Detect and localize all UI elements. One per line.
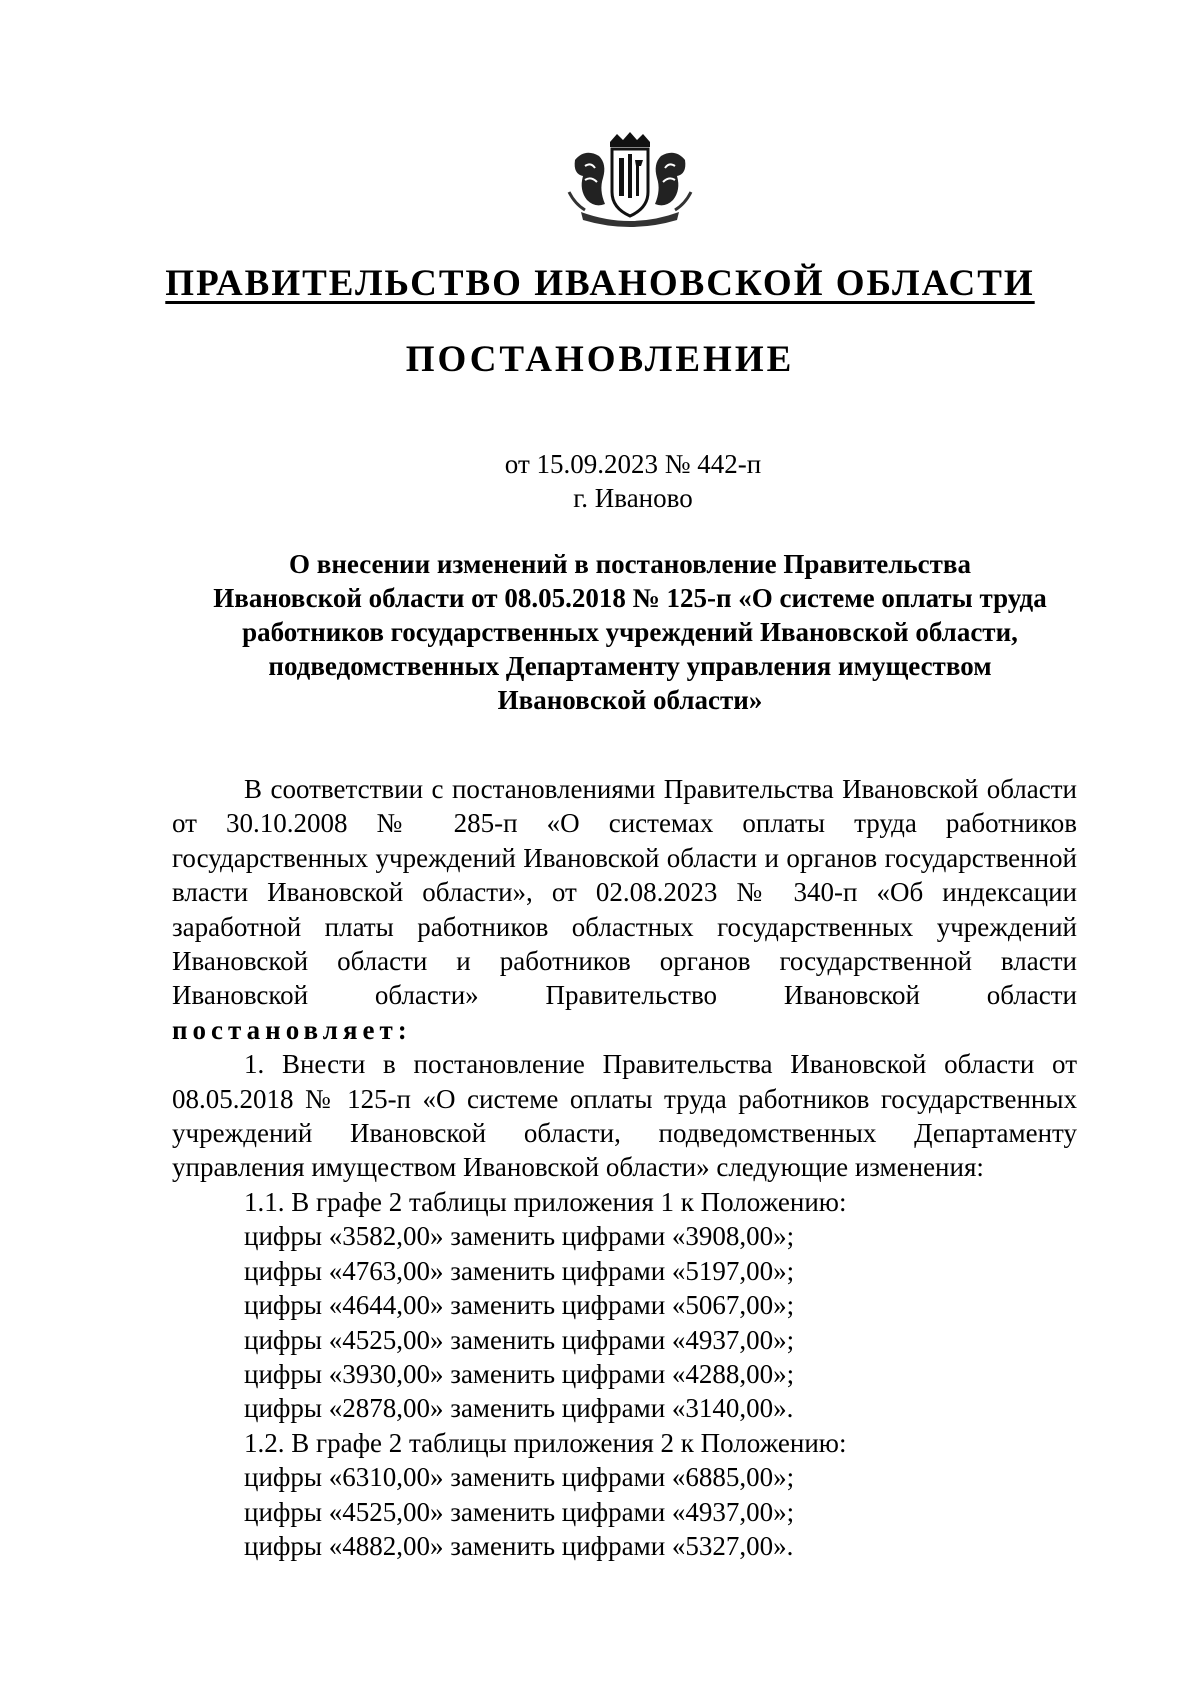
document-body <box>172 772 1077 1563</box>
replacement-line: цифры «3582,00» заменить цифрами «3908,00»; <box>244 1221 795 1252</box>
preamble-text: В соответствии с постановлениями Правительства Ивановской области от 30.10.2008 № 285-п «О системах оплаты труда работников государственных учреждений Ивановской области и органов государственной власти Ивановской области», от 02.08.2023 № 340-п «Об индексации заработной платы работников областных государственных учреждений Ивановской области и работников органов государственной власти Ивановской области» Правительство Ивановской области <box>172 774 1077 1011</box>
date-and-number: от 15.09.2023 № 442-п <box>504 449 762 479</box>
coat-of-arms-icon <box>555 130 705 230</box>
item-1-2-heading: 1.2. В графе 2 таблицы приложения 2 к Положению: <box>244 1427 847 1458</box>
subject-line: Ивановской области от 08.05.2018 № 125-п «О системе оплаты труда <box>213 583 1047 613</box>
replacement-line: цифры «2878,00» заменить цифрами «3140,00». <box>244 1393 794 1424</box>
subject-line: Ивановской области» <box>497 685 763 715</box>
replacement-line: цифры «4763,00» заменить цифрами «5197,00»; <box>244 1255 795 1286</box>
subject-line: работников государственных учреждений Ивановской области, <box>242 617 1018 647</box>
preamble-paragraph <box>172 772 1077 1047</box>
replacement-line: цифры «6310,00» заменить цифрами «6885,00»; <box>244 1462 795 1493</box>
replacement-line: цифры «4525,00» заменить цифрами «4937,00»; <box>244 1496 795 1527</box>
document-subject <box>180 547 1080 717</box>
subject-line: О внесении изменений в постановление Правительства <box>289 549 971 579</box>
replacement-line: цифры «4644,00» заменить цифрами «5067,00»; <box>244 1290 795 1321</box>
item-1-1-heading: 1.1. В графе 2 таблицы приложения 1 к Положению: <box>244 1186 847 1217</box>
item-1: 1. Внести в постановление Правительства Ивановской области от 08.05.2018 № 125-п «О системе оплаты труда работников государственных учреждений Ивановской области, подведомственных Департаменту управления имуществом Ивановской области» следующие изменения: <box>172 1049 1077 1183</box>
replacement-line: цифры «3930,00» заменить цифрами «4288,00»; <box>244 1358 795 1389</box>
organization-title <box>0 262 1200 306</box>
replacement-line: цифры «4525,00» заменить цифрами «4937,00»; <box>244 1324 795 1355</box>
city: г. Иваново <box>573 483 693 513</box>
decree-word: постановляет: <box>172 1014 412 1045</box>
replacement-line: цифры «4882,00» заменить цифрами «5327,00». <box>244 1530 794 1561</box>
organization-name: ПРАВИТЕЛЬСТВО ИВАНОВСКОЙ ОБЛАСТИ <box>165 263 1035 304</box>
subject-line: подведомственных Департаменту управления имуществом <box>268 651 992 681</box>
document-type: ПОСТАНОВЛЕНИЕ <box>405 339 795 380</box>
